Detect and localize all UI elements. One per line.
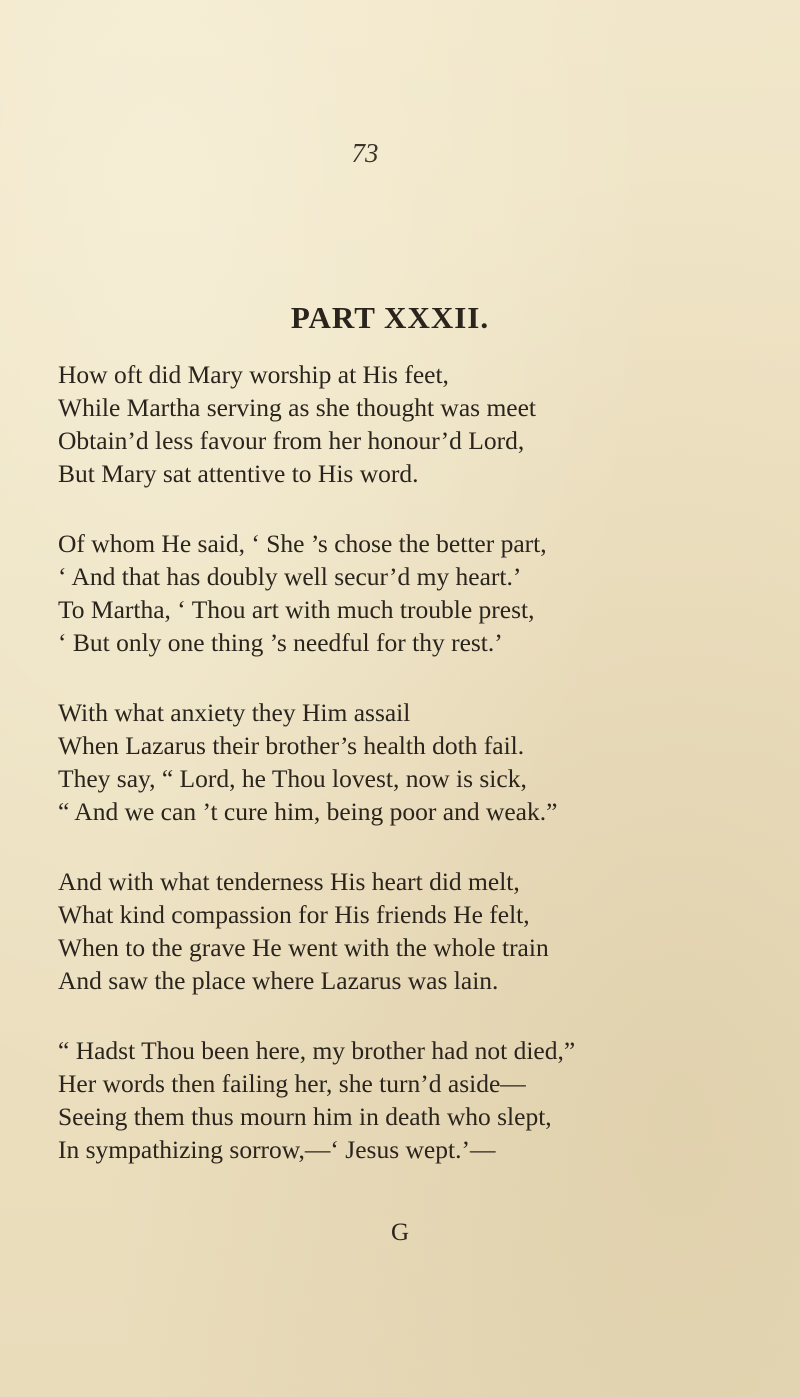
stanza-1 — [58, 358, 758, 490]
verse-line: How oft did Mary worship at His feet, — [58, 360, 449, 389]
verse-line: ‘ And that has doubly well secur’d my heart.’ — [58, 562, 522, 591]
verse-line: To Martha, ‘ Thou art with much trouble prest, — [58, 595, 535, 624]
verse-line: Obtain’d less favour from her honour’d Lord, — [58, 426, 525, 455]
verse-line: ‘ But only one thing ’s needful for thy rest.’ — [58, 628, 503, 657]
poem-body — [58, 358, 758, 1203]
verse-line: When to the grave He went with the whole train — [58, 933, 549, 962]
verse-line: In sympathizing sorrow,—‘ Jesus wept.’— — [58, 1135, 496, 1164]
verse-line: While Martha serving as she thought was meet — [58, 393, 537, 422]
verse-line: With what anxiety they Him assail — [58, 698, 411, 727]
verse-line: “ And we can ’t cure him, being poor and weak.” — [58, 797, 558, 826]
stanza-5 — [58, 1034, 758, 1166]
verse-line: And with what tenderness His heart did melt, — [58, 867, 520, 896]
stanza-2 — [58, 527, 758, 659]
verse-line: They say, “ Lord, he Thou lovest, now is sick, — [58, 764, 527, 793]
verse-line: Seeing them thus mourn him in death who slept, — [58, 1102, 552, 1131]
verse-line: And saw the place where Lazarus was lain. — [58, 966, 499, 995]
verse-line: “ Hadst Thou been here, my brother had not died,” — [58, 1036, 576, 1065]
stanza-3 — [58, 696, 758, 828]
verse-line: Her words then failing her, she turn’d aside— — [58, 1069, 526, 1098]
verse-line: Of whom He said, ‘ She ’s chose the better part, — [58, 529, 547, 558]
verse-line: What kind compassion for His friends He felt, — [58, 900, 530, 929]
verse-line: But Mary sat attentive to His word. — [58, 459, 419, 488]
part-title: PART XXXII. — [290, 300, 490, 335]
verse-line: When Lazarus their brother’s health doth fail. — [58, 731, 525, 760]
page-number: 73 — [351, 138, 379, 168]
stanza-4 — [58, 865, 758, 997]
catchword-signature: G — [390, 1219, 410, 1246]
